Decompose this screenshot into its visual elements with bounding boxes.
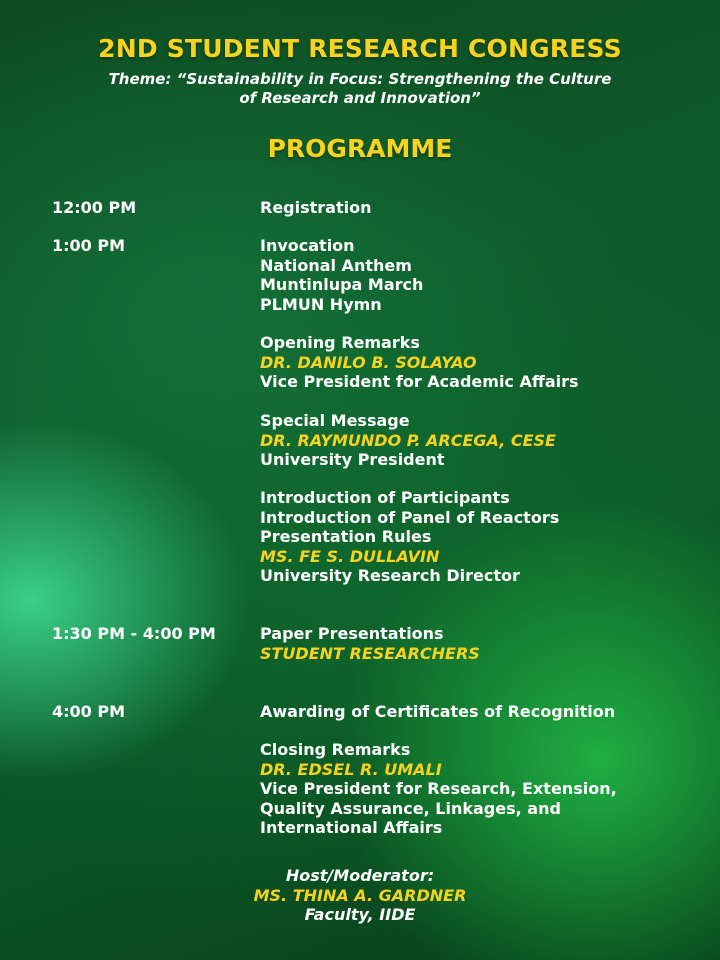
event-title: 2ND STUDENT RESEARCH CONGRESS — [98, 34, 622, 63]
host-role: Host/Moderator: — [285, 866, 435, 885]
time-opening: 1:00 PM — [52, 236, 126, 255]
host-affiliation: Faculty, IIDE — [304, 905, 416, 924]
event-theme — [60, 70, 660, 108]
agenda-line: Paper Presentations — [260, 624, 444, 643]
agenda-line: Opening Remarks — [260, 333, 420, 352]
speaker-name: DR. RAYMUNDO P. ARCEGA, CESE — [260, 430, 556, 450]
agenda-line: Presentation Rules — [260, 527, 432, 546]
time-registration: 12:00 PM — [52, 198, 137, 217]
speaker-title: Quality Assurance, Linkages, and — [260, 798, 561, 818]
agenda-line: Introduction of Participants — [260, 488, 510, 507]
paper-presentations-block — [260, 624, 700, 663]
opening-remarks-block — [260, 333, 700, 392]
agenda-line: National Anthem — [260, 255, 412, 275]
agenda-line: Registration — [260, 198, 372, 217]
time-presentations: 1:30 PM - 4:00 PM — [52, 624, 216, 643]
closing-remarks-block — [260, 740, 700, 838]
agenda-line: PLMUN Hymn — [260, 294, 382, 314]
speaker-name: DR. EDSEL R. UMALI — [260, 759, 442, 779]
time-awarding: 4:00 PM — [52, 702, 126, 721]
presenters-name: STUDENT RESEARCHERS — [260, 643, 480, 663]
speaker-name: MS. FE S. DULLAVIN — [260, 546, 440, 566]
theme-line-1: Theme: “Sustainability in Focus: Strengthening the Culture — [108, 70, 612, 88]
theme-line-2: of Research and Innovation” — [239, 89, 481, 107]
host-moderator — [0, 866, 720, 925]
agenda-line: Muntinlupa March — [260, 275, 424, 294]
agenda-line: Invocation — [260, 236, 355, 255]
agenda-line: Awarding of Certificates of Recognition — [260, 702, 616, 721]
speaker-title: University President — [260, 450, 445, 469]
special-message-block — [260, 411, 700, 470]
speaker-title: International Affairs — [260, 818, 443, 837]
awarding-block — [260, 702, 700, 722]
speaker-name: DR. DANILO B. SOLAYAO — [260, 352, 477, 372]
host-name: MS. THINA A. GARDNER — [253, 885, 467, 905]
header — [0, 34, 720, 108]
agenda-line: Closing Remarks — [260, 740, 411, 759]
speaker-title: Vice President for Academic Affairs — [260, 372, 579, 391]
opening-ceremony-block — [260, 236, 700, 314]
agenda-line: Introduction of Panel of Reactors — [260, 507, 560, 527]
speaker-title: University Research Director — [260, 566, 520, 585]
programme-title: PROGRAMME — [267, 134, 453, 163]
introductions-block — [260, 488, 700, 586]
registration-block — [260, 198, 700, 218]
agenda-line: Special Message — [260, 411, 410, 430]
speaker-title: Vice President for Research, Extension, — [260, 779, 617, 798]
